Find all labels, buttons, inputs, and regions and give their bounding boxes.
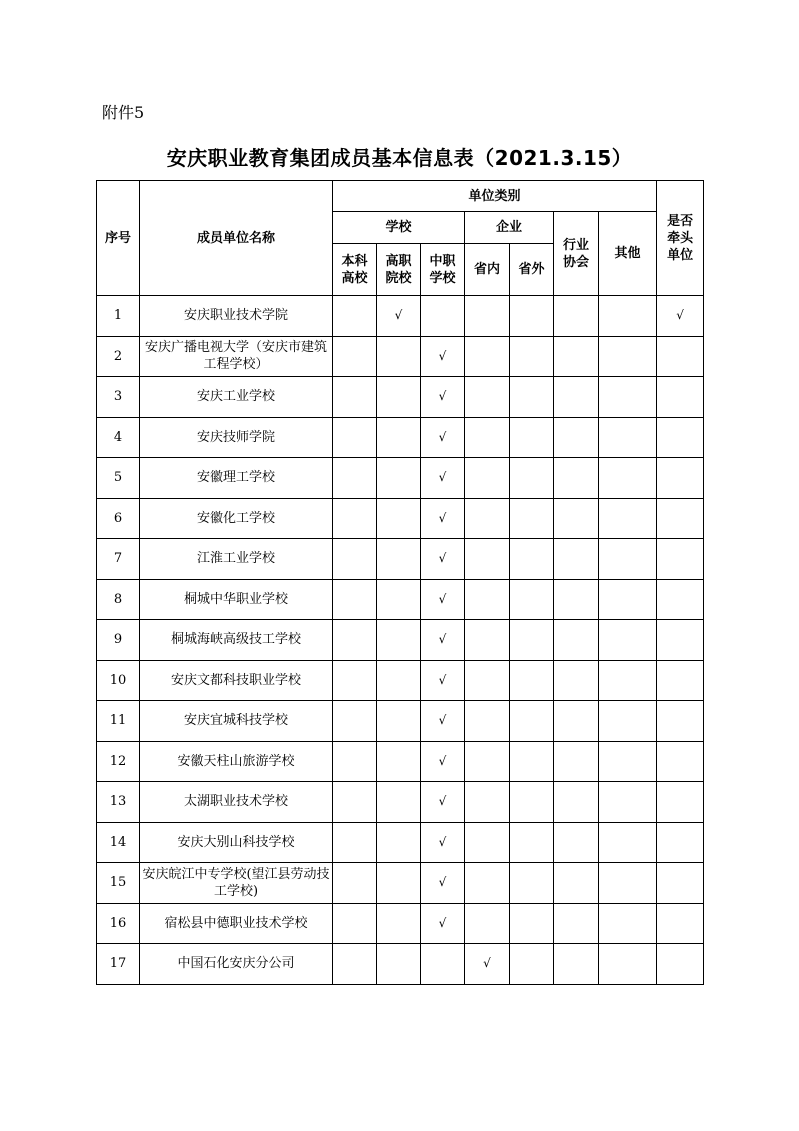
empty-cell (554, 417, 599, 458)
check-mark-cell: √ (421, 417, 465, 458)
member-info-table (96, 180, 704, 985)
empty-cell (657, 741, 704, 782)
header-is-lead: 是否牵头单位 (657, 181, 704, 296)
empty-cell (554, 782, 599, 823)
row-member-name: 太湖职业技术学校 (140, 782, 333, 823)
row-member-name: 桐城中华职业学校 (140, 579, 333, 620)
empty-cell (510, 903, 554, 944)
row-seq: 10 (97, 660, 140, 701)
empty-cell (333, 660, 377, 701)
check-mark-cell: √ (421, 498, 465, 539)
empty-cell (465, 782, 510, 823)
empty-cell (599, 296, 657, 337)
row-member-name: 安徽化工学校 (140, 498, 333, 539)
empty-cell (657, 701, 704, 742)
empty-cell (333, 944, 377, 985)
row-seq: 5 (97, 458, 140, 499)
empty-cell (510, 660, 554, 701)
empty-cell (377, 822, 421, 863)
empty-cell (510, 336, 554, 377)
check-mark-cell: √ (421, 539, 465, 580)
row-seq: 1 (97, 296, 140, 337)
check-mark-cell: √ (421, 579, 465, 620)
table-row (97, 822, 704, 863)
empty-cell (599, 498, 657, 539)
attachment-label: 附件5 (102, 103, 145, 122)
empty-cell (465, 660, 510, 701)
empty-cell (333, 822, 377, 863)
empty-cell (421, 296, 465, 337)
check-mark-cell: √ (657, 296, 704, 337)
empty-cell (377, 539, 421, 580)
table-body (97, 296, 704, 985)
row-member-name: 安庆宜城科技学校 (140, 701, 333, 742)
empty-cell (657, 903, 704, 944)
empty-cell (333, 741, 377, 782)
check-mark-cell: √ (421, 782, 465, 823)
row-member-name: 宿松县中德职业技术学校 (140, 903, 333, 944)
empty-cell (377, 782, 421, 823)
empty-cell (510, 296, 554, 337)
empty-cell (333, 903, 377, 944)
row-member-name: 安徽天柱山旅游学校 (140, 741, 333, 782)
row-member-name: 桐城海峡高级技工学校 (140, 620, 333, 661)
empty-cell (377, 863, 421, 904)
check-mark-cell: √ (421, 458, 465, 499)
table-row (97, 417, 704, 458)
table-row (97, 296, 704, 337)
empty-cell (599, 539, 657, 580)
empty-cell (599, 903, 657, 944)
empty-cell (554, 579, 599, 620)
page-title: 安庆职业教育集团成员基本信息表（2021.3.15） (166, 146, 633, 170)
empty-cell (657, 579, 704, 620)
empty-cell (510, 782, 554, 823)
row-seq: 11 (97, 701, 140, 742)
empty-cell (599, 579, 657, 620)
empty-cell (657, 822, 704, 863)
table-row (97, 458, 704, 499)
empty-cell (657, 417, 704, 458)
row-member-name: 安庆大别山科技学校 (140, 822, 333, 863)
header-unit-type: 单位类别 (333, 181, 657, 212)
row-seq: 17 (97, 944, 140, 985)
empty-cell (333, 498, 377, 539)
table-row (97, 741, 704, 782)
empty-cell (599, 377, 657, 418)
empty-cell (554, 498, 599, 539)
table-row (97, 701, 704, 742)
empty-cell (554, 336, 599, 377)
table-row (97, 539, 704, 580)
check-mark-cell: √ (421, 863, 465, 904)
header-secondary-voc: 中职学校 (421, 244, 465, 296)
header-higher-voc: 高职院校 (377, 244, 421, 296)
empty-cell (554, 458, 599, 499)
table-row (97, 498, 704, 539)
empty-cell (377, 660, 421, 701)
empty-cell (333, 539, 377, 580)
check-mark-cell: √ (421, 822, 465, 863)
empty-cell (377, 903, 421, 944)
empty-cell (510, 498, 554, 539)
header-member-name: 成员单位名称 (140, 181, 333, 296)
empty-cell (657, 863, 704, 904)
empty-cell (465, 822, 510, 863)
table-row (97, 336, 704, 377)
table-row (97, 782, 704, 823)
empty-cell (510, 417, 554, 458)
empty-cell (554, 296, 599, 337)
check-mark-cell: √ (421, 701, 465, 742)
row-seq: 12 (97, 741, 140, 782)
empty-cell (377, 377, 421, 418)
row-seq: 2 (97, 336, 140, 377)
empty-cell (465, 741, 510, 782)
check-mark-cell: √ (421, 377, 465, 418)
empty-cell (599, 822, 657, 863)
row-seq: 4 (97, 417, 140, 458)
empty-cell (510, 741, 554, 782)
empty-cell (510, 863, 554, 904)
row-member-name: 中国石化安庆分公司 (140, 944, 333, 985)
row-member-name: 安庆广播电视大学（安庆市建筑工程学校） (140, 336, 333, 377)
table-row (97, 377, 704, 418)
empty-cell (333, 417, 377, 458)
empty-cell (657, 944, 704, 985)
header-out-province: 省外 (510, 244, 554, 296)
empty-cell (333, 782, 377, 823)
empty-cell (554, 741, 599, 782)
empty-cell (465, 336, 510, 377)
row-seq: 8 (97, 579, 140, 620)
check-mark-cell: √ (421, 903, 465, 944)
empty-cell (377, 336, 421, 377)
empty-cell (465, 701, 510, 742)
empty-cell (465, 458, 510, 499)
empty-cell (333, 296, 377, 337)
header-in-province: 省内 (465, 244, 510, 296)
empty-cell (554, 944, 599, 985)
table-row (97, 944, 704, 985)
empty-cell (333, 336, 377, 377)
empty-cell (554, 863, 599, 904)
empty-cell (657, 498, 704, 539)
empty-cell (333, 620, 377, 661)
table-row (97, 660, 704, 701)
check-mark-cell: √ (377, 296, 421, 337)
empty-cell (554, 620, 599, 661)
row-seq: 14 (97, 822, 140, 863)
header-industry-assoc: 行业协会 (554, 212, 599, 296)
empty-cell (510, 620, 554, 661)
empty-cell (377, 620, 421, 661)
empty-cell (510, 377, 554, 418)
header-enterprise: 企业 (465, 212, 554, 244)
empty-cell (333, 863, 377, 904)
row-member-name: 安庆职业技术学院 (140, 296, 333, 337)
empty-cell (377, 417, 421, 458)
empty-cell (657, 377, 704, 418)
row-seq: 15 (97, 863, 140, 904)
empty-cell (599, 336, 657, 377)
empty-cell (599, 944, 657, 985)
empty-cell (510, 458, 554, 499)
header-other: 其他 (599, 212, 657, 296)
empty-cell (510, 822, 554, 863)
empty-cell (510, 701, 554, 742)
row-seq: 3 (97, 377, 140, 418)
empty-cell (657, 458, 704, 499)
empty-cell (599, 741, 657, 782)
empty-cell (465, 296, 510, 337)
check-mark-cell: √ (421, 741, 465, 782)
table-row (97, 620, 704, 661)
empty-cell (377, 498, 421, 539)
empty-cell (554, 539, 599, 580)
empty-cell (377, 741, 421, 782)
check-mark-cell: √ (421, 660, 465, 701)
header-undergrad: 本科高校 (333, 244, 377, 296)
empty-cell (554, 660, 599, 701)
empty-cell (599, 620, 657, 661)
row-seq: 9 (97, 620, 140, 661)
table-row (97, 863, 704, 904)
empty-cell (657, 660, 704, 701)
check-mark-cell: √ (421, 336, 465, 377)
empty-cell (465, 539, 510, 580)
empty-cell (333, 377, 377, 418)
empty-cell (465, 903, 510, 944)
empty-cell (657, 620, 704, 661)
empty-cell (377, 579, 421, 620)
row-member-name: 江淮工业学校 (140, 539, 333, 580)
empty-cell (657, 336, 704, 377)
empty-cell (657, 782, 704, 823)
empty-cell (465, 417, 510, 458)
check-mark-cell: √ (421, 620, 465, 661)
row-member-name: 安徽理工学校 (140, 458, 333, 499)
check-mark-cell: √ (465, 944, 510, 985)
empty-cell (599, 660, 657, 701)
empty-cell (657, 539, 704, 580)
empty-cell (554, 903, 599, 944)
header-seq: 序号 (97, 181, 140, 296)
empty-cell (465, 620, 510, 661)
empty-cell (377, 701, 421, 742)
empty-cell (510, 944, 554, 985)
empty-cell (465, 863, 510, 904)
empty-cell (599, 782, 657, 823)
header-school: 学校 (333, 212, 465, 244)
empty-cell (377, 458, 421, 499)
table-row (97, 903, 704, 944)
row-seq: 13 (97, 782, 140, 823)
empty-cell (599, 458, 657, 499)
row-member-name: 安庆工业学校 (140, 377, 333, 418)
row-member-name: 安庆皖江中专学校(望江县劳动技工学校) (140, 863, 333, 904)
empty-cell (599, 863, 657, 904)
row-member-name: 安庆文都科技职业学校 (140, 660, 333, 701)
row-seq: 6 (97, 498, 140, 539)
empty-cell (333, 458, 377, 499)
empty-cell (421, 944, 465, 985)
empty-cell (465, 498, 510, 539)
row-seq: 16 (97, 903, 140, 944)
empty-cell (554, 377, 599, 418)
empty-cell (599, 417, 657, 458)
empty-cell (465, 377, 510, 418)
empty-cell (333, 579, 377, 620)
empty-cell (554, 822, 599, 863)
empty-cell (554, 701, 599, 742)
empty-cell (377, 944, 421, 985)
table-row (97, 579, 704, 620)
empty-cell (510, 579, 554, 620)
row-seq: 7 (97, 539, 140, 580)
empty-cell (510, 539, 554, 580)
empty-cell (333, 701, 377, 742)
empty-cell (465, 579, 510, 620)
empty-cell (599, 701, 657, 742)
row-member-name: 安庆技师学院 (140, 417, 333, 458)
